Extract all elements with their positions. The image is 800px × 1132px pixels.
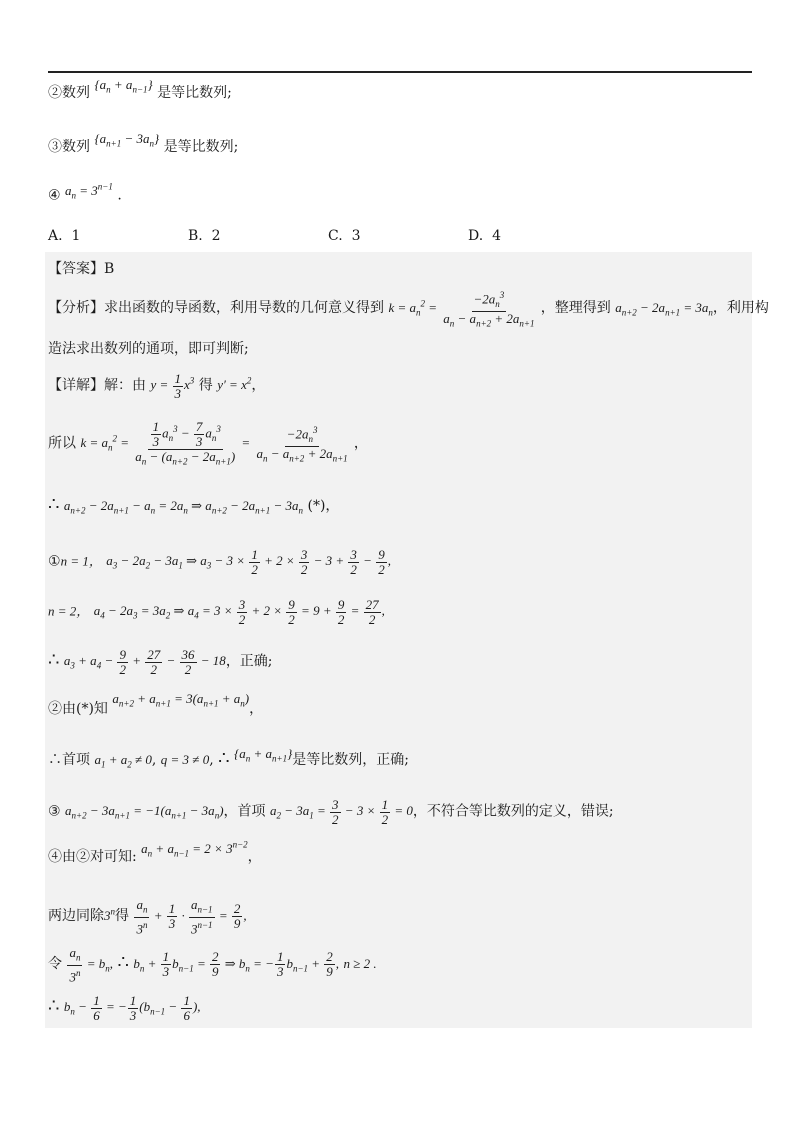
analysis-text-4: 造法求出数列的通项，即可判断; <box>48 341 249 357</box>
detail-line-12: 令 $\frac{a_n}{3^n}$ = $b_n$, ∴ $b_n$ + $\frac{1}{3}$ $b_{n-1}$ = $\frac{2}{9}$ ⇒ $b_n$ = − $\frac{1}{3}$ $b_{n-1}$ + $\frac{2}{9}$ , n ≥ 2 . <box>48 945 377 984</box>
detail-line-10: ④由②对可知: $a_n + a_{n-1} = 2 \times 3^{n-2}$， <box>48 839 262 865</box>
item3-relation: $a_{n+2} - 3a_{n+1} = -1(a_{n+1} - 3a_n)$ <box>65 803 224 822</box>
star-marker: (*)， <box>307 498 340 514</box>
n-condition: n ≥ 2 . <box>343 955 377 971</box>
detail-line-13: ∴ $b_n$ − $\frac{1}{6}$ = − $\frac{1}{3}$ ($b_{n-1}$ − $\frac{1}{6}$ ), <box>48 993 201 1023</box>
ratio-q: q = 3 ≠ 0 <box>160 752 210 767</box>
detail-tag: 【详解】 <box>48 377 104 394</box>
analysis-line-2 <box>48 338 249 358</box>
detail-line1-mid: 得 <box>198 377 213 394</box>
therefore-icon: ∴ <box>48 494 60 515</box>
answer-value: B <box>104 261 115 277</box>
b-recursion: $b_n$ + $\frac{1}{3}$ $b_{n-1}$ = $\frac{2}{9}$ ⇒ $b_n$ = − $\frac{1}{3}$ $b_{n-1}$ + $\frac{2}{9}$ , <box>133 949 340 980</box>
item2-relation: $a_{n+2} + a_{n+1} = 3(a_{n+1} + a_n)$ <box>112 691 250 709</box>
statement-2 <box>48 77 232 103</box>
analysis-text-3: ，利用构 <box>712 300 769 317</box>
choice-a[interactable]: A. 1 <box>48 228 81 244</box>
geo-seq-formula: $\{a_n + a_{n+1}\}$ <box>234 746 293 764</box>
detail-line2-prefix: 所以 <box>48 435 76 452</box>
analysis-formula-k: $k = a_n^2$ = $\frac{-2a_n^3}{a_n - a_{n+2} + 2a_{n+1}}$ <box>388 290 535 329</box>
substitution: $\frac{a_n}{3^n}$ = $b_n$, <box>69 945 113 984</box>
answer-tag: 【答案】 <box>48 261 104 277</box>
analysis-text-1: 求出函数的导函数，利用导数的几何意义得到 <box>104 300 384 317</box>
case-n2-formula: $a_4 - 2a_3 = 3a_2$ ⇒ $a_4 = 3$ × $\frac{3}{2}$ + 2 × $\frac{9}{2}$ = 9 + $\frac{9}{2}$ = $\frac{27}{2}$ , <box>93 597 385 627</box>
choice-d[interactable]: D. 4 <box>468 228 502 244</box>
detail-line-9: ③ $a_{n+2} - 3a_{n+1} = -1(a_{n+1} - 3a_n)$，首项 $a_2 - 3a_1$ = $\frac{3}{2}$ − 3 × $\frac{1}{2}$ = 0，不符合等比数列的定义，错误; <box>48 797 614 827</box>
analysis-tag: 【分析】 <box>48 300 104 317</box>
detail-recursion: $a_{n+2} - 2a_{n+1} - a_n = 2a_n$ ⇒ $a_{n+2} - 2a_{n+1} - 3a_n$ <box>63 498 304 516</box>
statement-3-tail: 是等比数列; <box>163 139 239 155</box>
detail-line-7: ②由(*)知 $a_{n+2} + a_{n+1} = 3(a_{n+1} + a_n)$， <box>48 691 264 717</box>
statement-2-formula: $\{a_n + a_{n-1}\}$ <box>94 77 153 95</box>
detail-line-11: 两边同除3$^n$得 $\frac{a_n}{3^n}$ + $\frac{1}{3}$ · $\frac{a_{n-1}}{3^{n-1}}$ = $\frac{2}{9}$ , <box>48 897 247 936</box>
answer-line <box>48 258 114 278</box>
detail-line-6: ∴ $a_3 + a_4$ − $\frac{9}{2}$ + $\frac{27}{2}$ − $\frac{36}{2}$ − 18，正确; <box>48 647 273 677</box>
choice-c[interactable]: C. 3 <box>328 228 361 244</box>
choice-b[interactable]: B. 2 <box>188 228 221 244</box>
detail-line-5 <box>48 598 385 627</box>
detail-line1-prefix: 解：由 <box>104 377 146 394</box>
statement-3 <box>48 131 239 157</box>
detail-line-2: 所以 $k = a_n^2$ = $\frac{1}{3}$ $a_n^3$ − $\frac{7}{3}$ $a_n^3$ $a_n - (a_{n+2} - 2a_{n+1})$ = $\frac{-2a_n^3}{a_n - a_{n+2} + 2a_{n+1}}$ ， <box>48 419 368 467</box>
first-term-formula: $a_1 + a_2 \ne 0$ <box>94 752 152 770</box>
statement-3-marker: ③数列 <box>48 139 90 155</box>
case-n2: n = 2， <box>48 603 90 619</box>
analysis-text-2: ，整理得到 <box>540 300 611 317</box>
item4-relation: $a_n + a_{n-1} = 2 \times 3^{n-2}$ <box>141 839 248 859</box>
case-n1-formula: $a_3 - 2a_2 - 3a_1$ ⇒ $a_3 - 3$ × $\frac{1}{2}$ + 2 × $\frac{3}{2}$ − 3 + $\frac{3}{2}$ − $\frac{9}{2}$ , <box>106 547 391 577</box>
divide-result: $\frac{a_n}{3^n}$ + $\frac{1}{3}$ · $\frac{a_{n-1}}{3^{n-1}}$ = $\frac{2}{9}$ , <box>136 897 247 936</box>
statement-4-formula: $a_n = 3^{n-1}$ <box>65 182 113 201</box>
item3-first-term: $a_2 - 3a_1$ = $\frac{3}{2}$ − 3 × $\frac{1}{2}$ = 0 <box>269 797 413 827</box>
top-rule <box>48 71 752 73</box>
detail-func: y = $\frac{1}{3}$ $x^3$ <box>150 371 195 401</box>
case-n1: n = 1， <box>60 553 102 569</box>
sum-a3-a4: $a_3 + a_4$ − $\frac{9}{2}$ + $\frac{27}{2}$ − $\frac{36}{2}$ − 18 <box>63 647 226 677</box>
analysis-formula-recur: $a_{n+2} - 2a_{n+1} = 3a_n$ <box>615 300 713 318</box>
detail-slope-formula: $k = a_n^2$ = $\frac{1}{3}$ $a_n^3$ − $\frac{7}{3}$ $a_n^3$ $a_n - (a_{n+2} - 2a_{n+1})$ = $\frac{-2a_n^3}{a_n - a_{n+2} + 2a_{n+1}}$ <box>80 419 348 467</box>
detail-derivative: $y' = x^2$ <box>217 376 252 393</box>
analysis-line-1 <box>48 288 769 331</box>
detail-line-3 <box>48 494 339 516</box>
statement-2-tail: 是等比数列; <box>157 85 232 101</box>
b-shifted-geo: $b_n$ − $\frac{1}{6}$ = − $\frac{1}{3}$ ($b_{n-1}$ − $\frac{1}{6}$ ), <box>63 993 201 1023</box>
statement-3-formula: $\{a_{n+1} - 3a_n\}$ <box>94 131 160 149</box>
statement-4-tail: . <box>117 187 122 204</box>
detail-line-4: ①n = 1， $a_3 - 2a_2 - 3a_1$ ⇒ $a_3 - 3$ × $\frac{1}{2}$ + 2 × $\frac{3}{2}$ − 3 + $\frac{3}{2}$ − $\frac{9}{2}$ , <box>48 547 391 577</box>
statement-4 <box>48 182 122 205</box>
divide-3n: 3$^n$ <box>104 906 115 923</box>
detail-line-1: 【详解】解：由 y = $\frac{1}{3}$ $x^3$ 得 $y' = x^2$， <box>48 371 266 401</box>
detail-line-8: ∴首项 $a_1 + a_2 \ne 0$, q = 3 ≠ 0, ∴ $\{a_n + a_{n+1}\}$是等比数列，正确; <box>48 746 409 770</box>
statement-2-marker: ②数列 <box>48 85 90 101</box>
statement-4-marker: ④ <box>48 187 61 204</box>
